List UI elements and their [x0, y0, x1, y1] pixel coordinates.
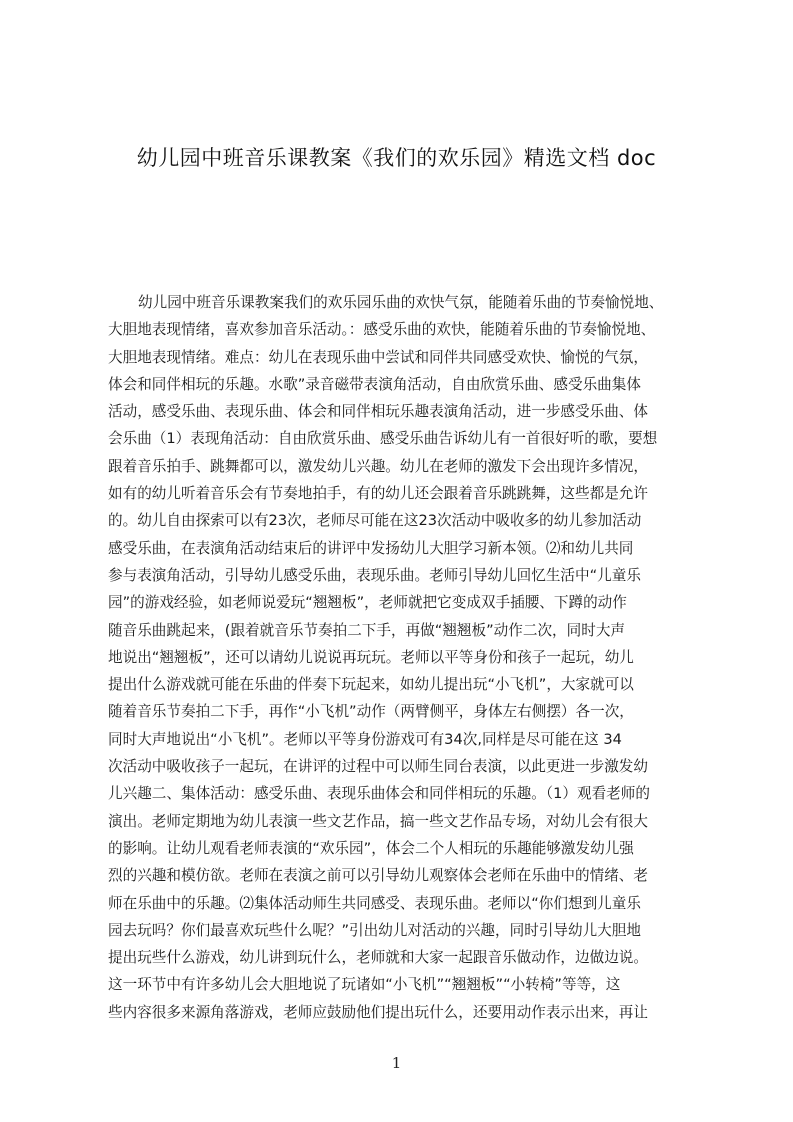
- paragraph-line: 大胆地表现情绪。难点：幼儿在表现乐曲中尝试和同伴共同感受欢快、愉悦的气氛，: [108, 348, 648, 366]
- paragraph-line: 园”的游戏经验，如老师说爱玩“翘翘板”，老师就把它变成双手插腰、下蹲的动作: [108, 594, 627, 612]
- paragraph-line: 随音乐曲跳起来，(跟着就音乐节奏拍二下手，再做“翘翘板”动作二次，同时大声: [108, 621, 626, 639]
- paragraph-line: 体会和同伴相玩的乐趣。水歌”录音磁带表演角活动，自由欣赏乐曲、感受乐曲集体: [108, 375, 641, 393]
- document-body: [108, 289, 700, 1026]
- paragraph-line: 师在乐曲中的乐趣。⑵集体活动师生共同感受、表现乐曲。老师以“你们想到儿童乐: [108, 894, 641, 912]
- paragraph-line: 的影响。让幼儿观看老师表演的“欢乐园”，体会二个人相玩的乐趣能够激发幼儿强: [108, 839, 634, 857]
- paragraph-line: 提出玩些什么游戏，幼儿讲到玩什么，老师就和大家一起跟音乐做动作，边做边说。: [108, 949, 648, 967]
- paragraph-line: 参与表演角活动，引导幼儿感受乐曲，表现乐曲。老师引导幼儿回忆生活中“儿童乐: [108, 566, 641, 584]
- paragraph-line: 提出什么游戏就可能在乐曲的伴奏下玩起来，如幼儿提出玩“小飞机”，大家就可以: [108, 676, 634, 694]
- paragraph-line: 幼儿园中班音乐课教案我们的欢乐园乐曲的欢快气氛，能随着乐曲的节奏愉悦地、: [138, 294, 664, 311]
- document-title: 幼儿园中班音乐课教案《我们的欢乐园》精选文档 doc: [136, 146, 657, 170]
- paragraph-line: 些内容很多来源角落游戏，老师应鼓励他们提出玩什么，还要用动作表示出来，再让: [108, 1003, 648, 1021]
- paragraph-line: 烈的兴趣和模仿欲。老师在表演之前可以引导幼儿观察体会老师在乐曲中的情绪、老: [108, 867, 648, 885]
- paragraph-line: 如有的幼儿听着音乐会有节奏地拍手，有的幼儿还会跟着音乐跳跳舞，这些都是允许: [108, 485, 648, 503]
- paragraph-line: 次活动中吸收孩子一起玩，在讲评的过程中可以师生同台表演，以此更进一步激发幼: [108, 758, 648, 776]
- paragraph-line: 儿兴趣二、集体活动：感受乐曲、表现乐曲体会和同伴相玩的乐趣。（1）观看老师的: [108, 785, 650, 803]
- paragraph-line: 的。幼儿自由探索可以有23次，老师尽可能在这23次活动中吸收多的幼儿参加活动: [108, 512, 642, 530]
- paragraph-line: 活动，感受乐曲、表现乐曲、体会和同伴相玩乐趣表演角活动，进一步感受乐曲、体: [108, 403, 648, 421]
- paragraph-line: 地说出“翘翘板”，还可以请幼儿说说再玩玩。老师以平等身份和孩子一起玩，幼儿: [108, 648, 634, 666]
- paragraph-line: 园去玩吗？你们最喜欢玩些什么呢？”引出幼儿对活动的兴趣，同时引导幼儿大胆地: [108, 921, 641, 939]
- paragraph-line: 演出。老师定期地为幼儿表演一些文艺作品，搞一些文艺作品专场，对幼儿会有很大: [108, 812, 648, 830]
- paragraph-line: 感受乐曲，在表演角活动结束后的讲评中发扬幼儿大胆学习新本领。⑵和幼儿共同: [108, 539, 634, 557]
- page-number: 1: [391, 1054, 402, 1072]
- paragraph-line: 这一环节中有许多幼儿会大胆地说了玩诸如“小飞机”“翘翘板”“小转椅”等等，这: [108, 976, 621, 994]
- paragraph-line: 随着音乐节奏拍二下手，再作“小飞机”动作（两臂侧平，身体左右侧摆）各一次，: [108, 703, 634, 721]
- paragraph-line: 会乐曲（1）表现角活动：自由欣赏乐曲、感受乐曲告诉幼儿有一首很好听的歌，要想: [108, 430, 658, 448]
- paragraph-line: 同时大声地说出“小飞机”。老师以平等身份游戏可有34次,同样是尽可能在这 34: [108, 730, 622, 748]
- paragraph-line: 大胆地表现情绪，喜欢参加音乐活动。：感受乐曲的欢快，能随着乐曲的节奏愉悦地、: [108, 321, 656, 339]
- paragraph-line: 跟着音乐拍手、跳舞都可以，激发幼儿兴趣。幼儿在老师的激发下会出现许多情况，: [108, 457, 648, 475]
